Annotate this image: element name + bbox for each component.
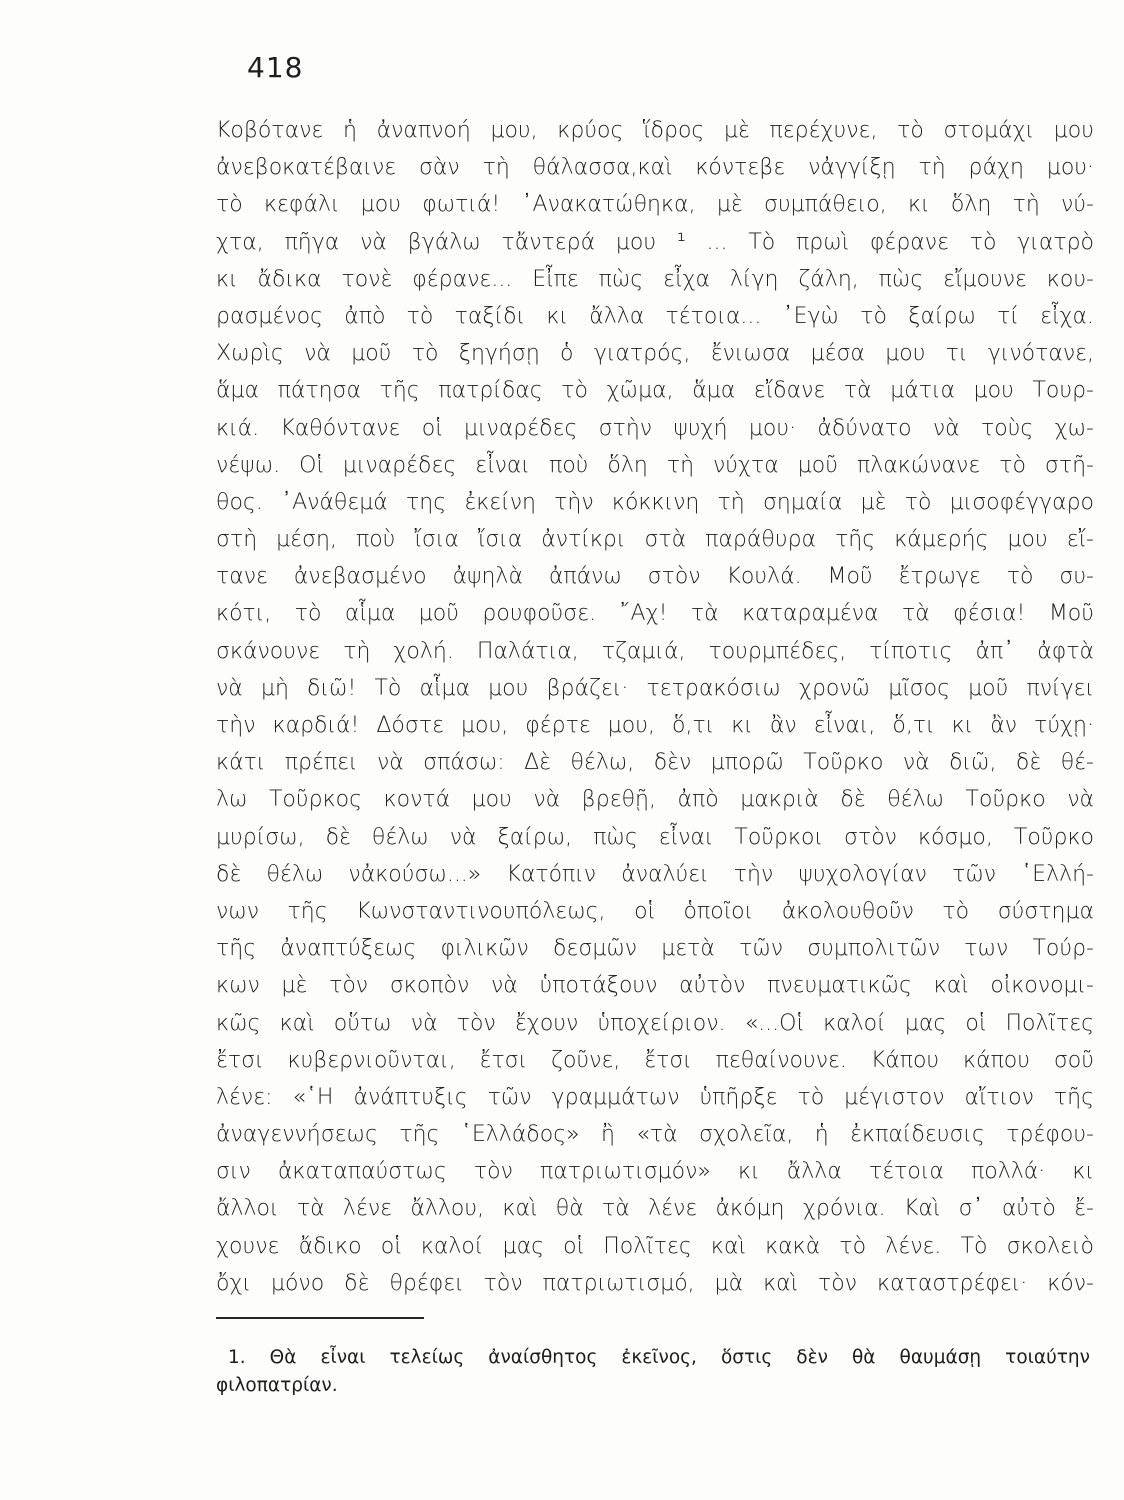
text-line: χουνε ἄδικο οἱ καλοί μας οἱ Πολῖτες καὶ κακὰ τὸ λένε. Τὸ σκολειὸ	[216, 1233, 1094, 1259]
text-line: σιν ἀκαταπαύστως τὸν πατριωτισμόν» κι ἄλλα τέτοια πολλά· κι	[216, 1159, 1094, 1185]
text-line: νέψω. Οἱ μιναρέδες εἶναι ποὺ ὅλη τὴ νύχτα μοῦ πλακώνανε τὸ στῆ-	[216, 452, 1094, 478]
text-line: χτα, πῆγα νὰ βγάλω τἄντερά μου ¹ ... Τὸ πρωὶ φέρανε τὸ γιατρὸ	[216, 229, 1094, 255]
footnote-line: 1. Θὰ εἶναι τελείως ἀναίσθητος ἐκεῖνος, ὅστις δὲν θὰ θαυμάσῃ τοιαύτην	[228, 1347, 1090, 1368]
text-line: κῶς καὶ οὕτω νὰ τὸν ἔχουν ὑποχείριον. «...Οἱ καλοί μας οἱ Πολῖτες	[216, 1010, 1094, 1036]
text-line: ἀναγεννήσεως τῆς ῾Ελλάδος» ἢ «τὰ σχολεῖα, ἡ ἐκπαίδευσις τρέφου-	[216, 1122, 1094, 1148]
text-line: ἀνεβοκατέβαινε σὰν τὴ θάλασσα,καὶ κόντεβε νἀγγίξῃ τὴ ράχη μου·	[216, 155, 1094, 181]
text-line: κι ἄδικα τονὲ φέρανε... Εἶπε πὼς εἶχα λίγη ζάλη, πὼς εἴμουνε κου-	[216, 266, 1094, 292]
text-line: κιά. Καθόντανε οἱ μιναρέδες στὴν ψυχή μου· ἀδύνατο νὰ τοὺς χω-	[216, 415, 1094, 441]
footnote-line: φιλοπατρίαν.	[216, 1375, 338, 1396]
text-line: τανε ἀνεβασμένο ἀψηλὰ ἀπάνω στὸν Κουλά. Μοῦ ἔτρωγε τὸ συ-	[216, 564, 1094, 590]
text-line: Χωρὶς νὰ μοῦ τὸ ξηγήσῃ ὁ γιατρός, ἔνιωσα μέσα μου τι γινότανε,	[216, 341, 1094, 367]
text-line: ὄχι μόνο δὲ θρέφει τὸν πατριωτισμό, μὰ καὶ τὸν καταστρέφει· κόν-	[216, 1270, 1094, 1296]
text-line: λένε: «῾Η ἀνάπτυξις τῶν γραμμάτων ὑπῆρξε τὸ μέγιστον αἴτιον τῆς	[216, 1084, 1094, 1110]
text-line: ἔτσι κυβερνιοῦνται, ἔτσι ζοῦνε, ἔτσι πεθαίνουνε. Κάπου κάπου σοῦ	[216, 1047, 1094, 1073]
text-line: τὴν καρδιά! Δόστε μου, φέρτε μου, ὅ,τι κι ἂν εἶναι, ὅ,τι κι ἂν τύχῃ·	[216, 713, 1094, 738]
body-text	[216, 112, 1094, 1302]
text-line: νων τῆς Κωνσταντινουπόλεως, οἱ ὁποῖοι ἀκολουθοῦν τὸ σύστημα	[216, 898, 1094, 924]
text-line: στὴ μέση, ποὺ ἴσια ἴσια ἀντίκρι στὰ παράθυρα τῆς κάμερής μου εἴ-	[216, 527, 1094, 553]
text-line: κάτι πρέπει νὰ σπάσω: Δὲ θέλω, δὲν μπορῶ Τοῦρκο νὰ διῶ, δὲ θέ-	[216, 750, 1094, 776]
text-line: σκάνουνε τὴ χολή. Παλάτια, τζαμιά, τουρμπέδες, τίποτις ἀπ᾿ ἀφτὰ	[216, 638, 1094, 664]
text-line: τῆς ἀναπτύξεως φιλικῶν δεσμῶν μετὰ τῶν συμπολιτῶν των Τούρ-	[216, 936, 1094, 962]
text-line: ἅμα πάτησα τῆς πατρίδας τὸ χῶμα, ἅμα εἴδανε τὰ μάτια μου Τουρ-	[216, 378, 1094, 404]
text-line: ἄλλοι τὰ λένε ἄλλου, καὶ θὰ τὰ λένε ἀκόμη χρόνια. Καὶ σ᾿ αὐτὸ ἔ-	[216, 1196, 1094, 1222]
page-number: 418	[247, 51, 304, 84]
text-line: τὸ κεφάλι μου φωτιά! ᾿Ανακατώθηκα, μὲ συμπάθειο, κι ὅλη τὴ νύ-	[216, 192, 1094, 218]
text-line: κότι, τὸ αἷμα μοῦ ρουφοῦσε. ῎Αχ! τὰ καταραμένα τὰ φέσια! Μοῦ	[216, 601, 1094, 627]
text-line: μυρίσω, δὲ θέλω νὰ ξαίρω, πὼς εἶναι Τοῦρκοι στὸν κόσμο, Τοῦρκο	[216, 824, 1094, 850]
text-line: θος. ᾿Ανάθεμά της ἐκείνη τὴν κόκκινη τὴ σημαία μὲ τὸ μισοφέγγαρο	[216, 489, 1094, 515]
text-line: δὲ θέλω νἀκούσω...» Κατόπιν ἀναλύει τὴν ψυχολογίαν τῶν ῾Ελλή-	[216, 861, 1094, 887]
footnote	[216, 1344, 1090, 1400]
footnote-rule	[216, 1317, 424, 1319]
text-line: νὰ μὴ διῶ! Τὸ αἷμα μου βράζει· τετρακόσιω χρονῶ μῖσος μοῦ πνίγει	[216, 675, 1094, 701]
text-line: κων μὲ τὸν σκοπὸν νὰ ὑποτάξουν αὐτὸν πνευματικῶς καὶ οἰκονομι-	[216, 973, 1094, 999]
text-line: ρασμένος ἀπὸ τὸ ταξίδι κι ἄλλα τέτοια... ᾿Εγὼ τὸ ξαίρω τί εἶχα.	[216, 303, 1094, 329]
text-line: Κοβότανε ἡ ἀναπνοή μου, κρύος ἵδρος μὲ περέχυνε, τὸ στομάχι μου	[216, 118, 1094, 143]
text-line: λω Τοῦρκος κοντά μου νὰ βρεθῇ, ἀπὸ μακριὰ δὲ θέλω Τοῦρκο νὰ	[216, 787, 1094, 813]
